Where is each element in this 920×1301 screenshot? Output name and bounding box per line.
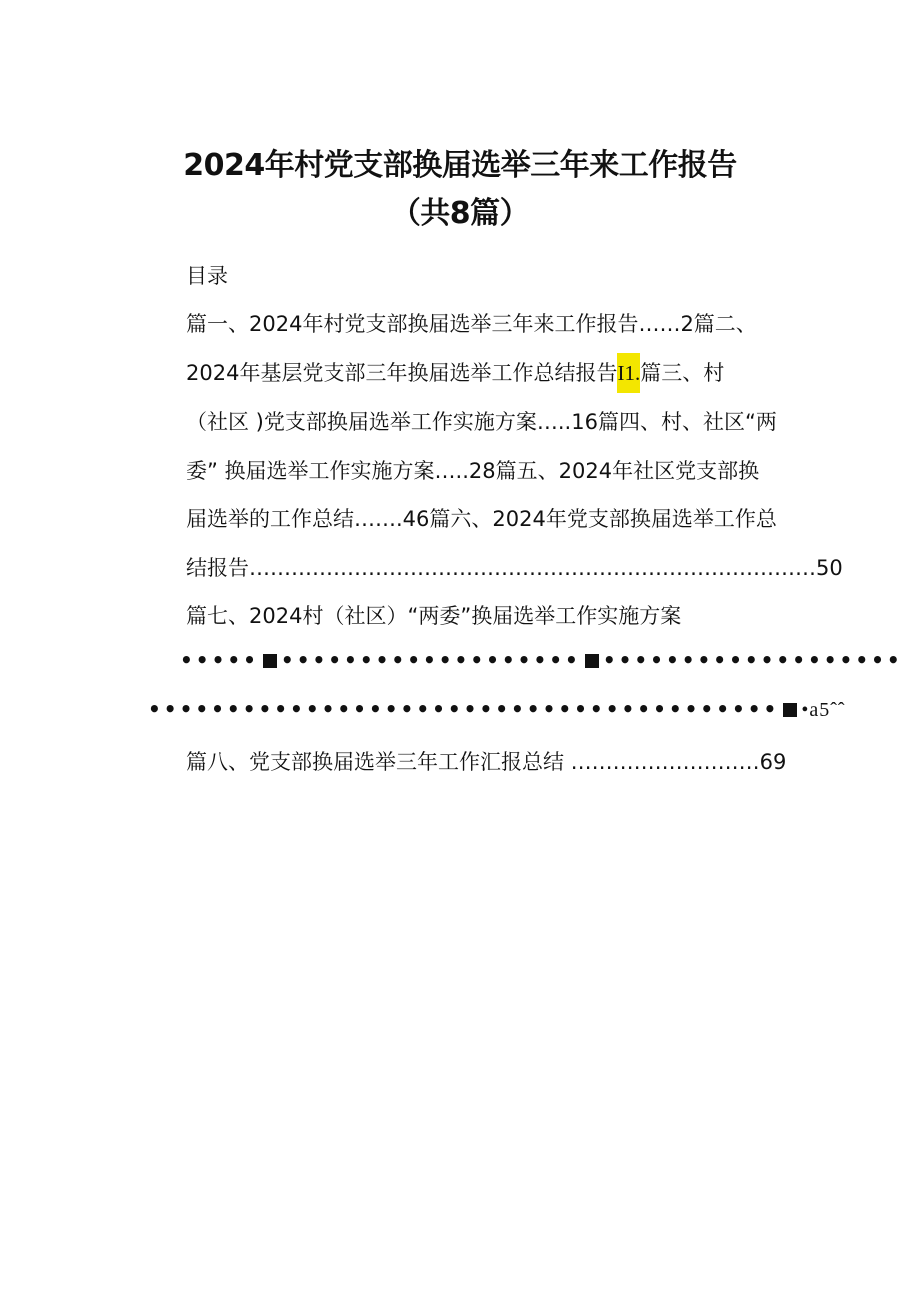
dots-segment: ••••••••••••••••••• [280, 648, 581, 672]
dots-segment: ••••••••••••••••••• [602, 648, 903, 672]
toc-line-2-tail: 篇三、村 [640, 361, 725, 385]
toc-line-4: 委” 换届选举工作实施方案…..28篇五、2024年社区党支部换 [186, 459, 760, 483]
square-bullet-icon [585, 654, 599, 668]
toc-line-8: 篇八、党支部换届选举三年工作汇报总结 ………………………69 [186, 750, 787, 774]
toc-line-6: 结报告………………………………………………………………………50 [186, 556, 843, 580]
toc-heading: 目录 [186, 264, 228, 288]
toc-line-5: 届选举的工作总结…….46篇六、2024年党支部换届选举工作总 [186, 507, 777, 531]
toc-leader-dots-1 [180, 648, 903, 672]
document-title: 2024年村党支部换届选举三年来工作报告 [183, 148, 737, 183]
square-bullet-icon [263, 654, 277, 668]
highlighted-page-number: I1. [617, 353, 640, 393]
toc-leader-dots-2 [148, 697, 846, 722]
dots-segment: •••••••••••••••••••••••••••••••••••••••• [148, 697, 780, 721]
toc-line-2-text: 2024年基层党支部三年换届选举工作总结报告 [186, 361, 618, 385]
toc-line-7: 篇七、2024村（社区）“两委”换届选举工作实施方案 [186, 604, 682, 628]
toc-line-2 [186, 358, 724, 388]
toc-line-3: （社区 )党支部换届选举工作实施方案…..16篇四、村、社区“两 [186, 410, 777, 434]
square-bullet-icon [783, 703, 797, 717]
garbled-page-number: •a5ˆˆ [801, 699, 846, 721]
dots-segment: ••••• [180, 648, 259, 672]
document-subtitle: （共8篇） [390, 196, 530, 231]
toc-line-1: 篇一、2024年村党支部换届选举三年来工作报告……2篇二、 [186, 312, 757, 336]
